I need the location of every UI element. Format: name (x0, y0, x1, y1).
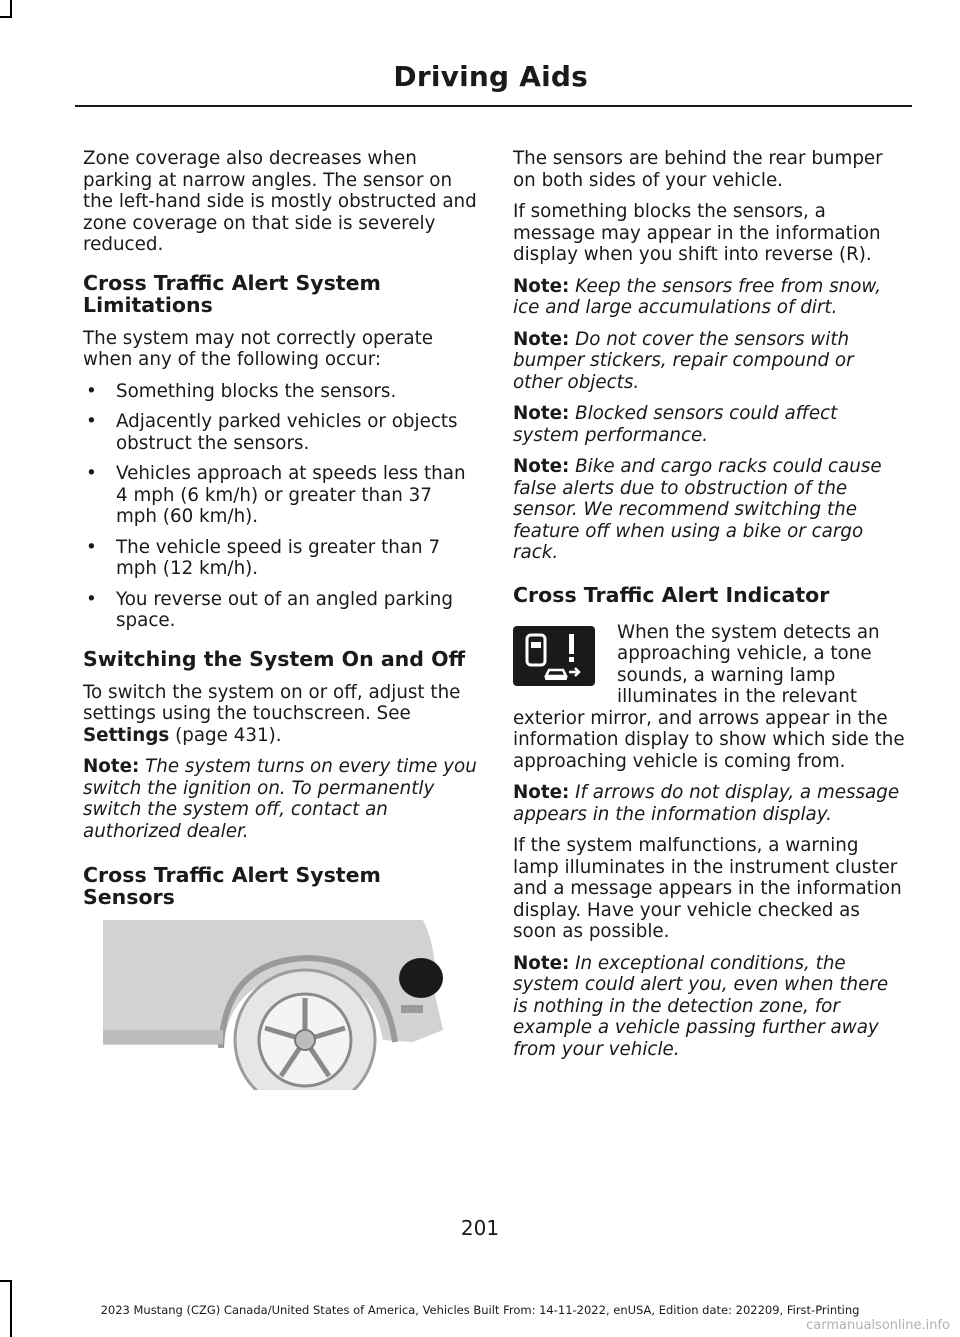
exclamation-bar (569, 634, 574, 654)
cross-traffic-alert-icon (513, 626, 595, 686)
zone-coverage-paragraph: Zone coverage also decreases when parking at narrow angles. The sensor on the left-hand side is mostly obstructed and zone coverage on that side is severely reduced. (83, 148, 477, 255)
list-item: • Vehicles approach at speeds less than 4 mph (6 km/h) or greater than 37 mph (60 km/h). (86, 463, 466, 527)
bullet-icon: • (86, 463, 97, 484)
page-title: Driving Aids (393, 60, 588, 93)
header-rule (75, 105, 912, 107)
bullet-icon: • (86, 588, 97, 610)
limitations-list (83, 381, 477, 632)
lower-sill (103, 1030, 223, 1044)
rear-bumper-sensor-illustration (83, 920, 463, 1090)
malfunction-paragraph: If the system malfunctions, a warning lamp illuminates in the instrument cluster and a message appears in the information display. Have your vehicle checked as soon as possible. (513, 835, 902, 942)
limitations-heading: Cross Traffic Alert System Limitations (83, 270, 381, 317)
bullet-icon: • (86, 411, 97, 432)
switching-note: Note: The system turns on every time you switch the ignition on. To permanently switch the system off, contact an authorized dealer. (83, 756, 477, 842)
bullet-icon: • (86, 380, 97, 402)
switching-paragraph: To switch the system on or off, adjust the settings using the touchscreen. See Settings (page 431). (83, 681, 461, 746)
exclamation-dot (569, 657, 574, 662)
exhaust (401, 1005, 423, 1013)
arrow-icon (569, 668, 579, 676)
left-column (83, 148, 477, 1090)
crop-mark-bottom-left-h (0, 1280, 12, 1282)
note-paragraph: Note: Bike and cargo racks could cause false alerts due to obstruction of the sensor. We recommend switching the feature off when using a bike or cargo rack. (513, 456, 882, 563)
indicator-block (513, 622, 907, 773)
exceptional-note: Note: In exceptional conditions, the system could alert you, even when there is nothing in the detection zone, for example a vehicle passing further away from your vehicle. (513, 952, 889, 1060)
sensor-highlight (399, 958, 443, 998)
list-item: • You reverse out of an angled parking space. (86, 588, 453, 631)
note-paragraph: Note: Blocked sensors could affect system performance. (513, 403, 838, 446)
bullet-icon: • (86, 536, 97, 558)
car-outline-icon (527, 635, 545, 665)
right-column (513, 148, 907, 1070)
page-number: 201 (460, 1216, 500, 1240)
blocked-sensors-paragraph: If something blocks the sensors, a message may appear in the information display when you shift into reverse (R). (513, 201, 881, 265)
sensors-heading: Cross Traffic Alert System Sensors (83, 863, 381, 909)
edition-footer: 2023 Mustang (CZG) Canada/United States of America, Vehicles Built From: 14-11-2022, enUSA, Edition date: 202209, First-Printing (100, 1303, 860, 1317)
limitations-intro: The system may not correctly operate when any of the following occur: (83, 327, 433, 370)
crop-mark-top-left-h (0, 16, 12, 18)
sensors-location-paragraph: The sensors are behind the rear bumper on both sides of your vehicle. (513, 148, 883, 191)
indicator-description: When the system detects an approaching vehicle, a tone sounds, a warning lamp illuminates in the relevant exterior mirror, and arrows appear in the information display to show which side the approaching vehicle is coming from. (513, 621, 905, 772)
list-item: • The vehicle speed is greater than 7 mph (12 km/h). (86, 536, 441, 579)
switching-heading: Switching the System On and Off (83, 646, 466, 671)
arrows-note: Note: If arrows do not display, a message appears in the information display. (513, 782, 900, 825)
note-paragraph: Note: Do not cover the sensors with bumper stickers, repair compound or other objects. (513, 328, 854, 393)
hub (295, 1030, 315, 1050)
watermark: carmanualsonline.info (806, 1318, 950, 1333)
settings-link[interactable]: Settings (83, 724, 170, 746)
indicator-heading: Cross Traffic Alert Indicator (513, 582, 830, 607)
list-item: • Adjacently parked vehicles or objects obstruct the sensors. (86, 411, 458, 454)
list-item: • Something blocks the sensors. (86, 380, 397, 402)
note-paragraph: Note: Keep the sensors free from snow, ice and large accumulations of dirt. (513, 275, 882, 318)
